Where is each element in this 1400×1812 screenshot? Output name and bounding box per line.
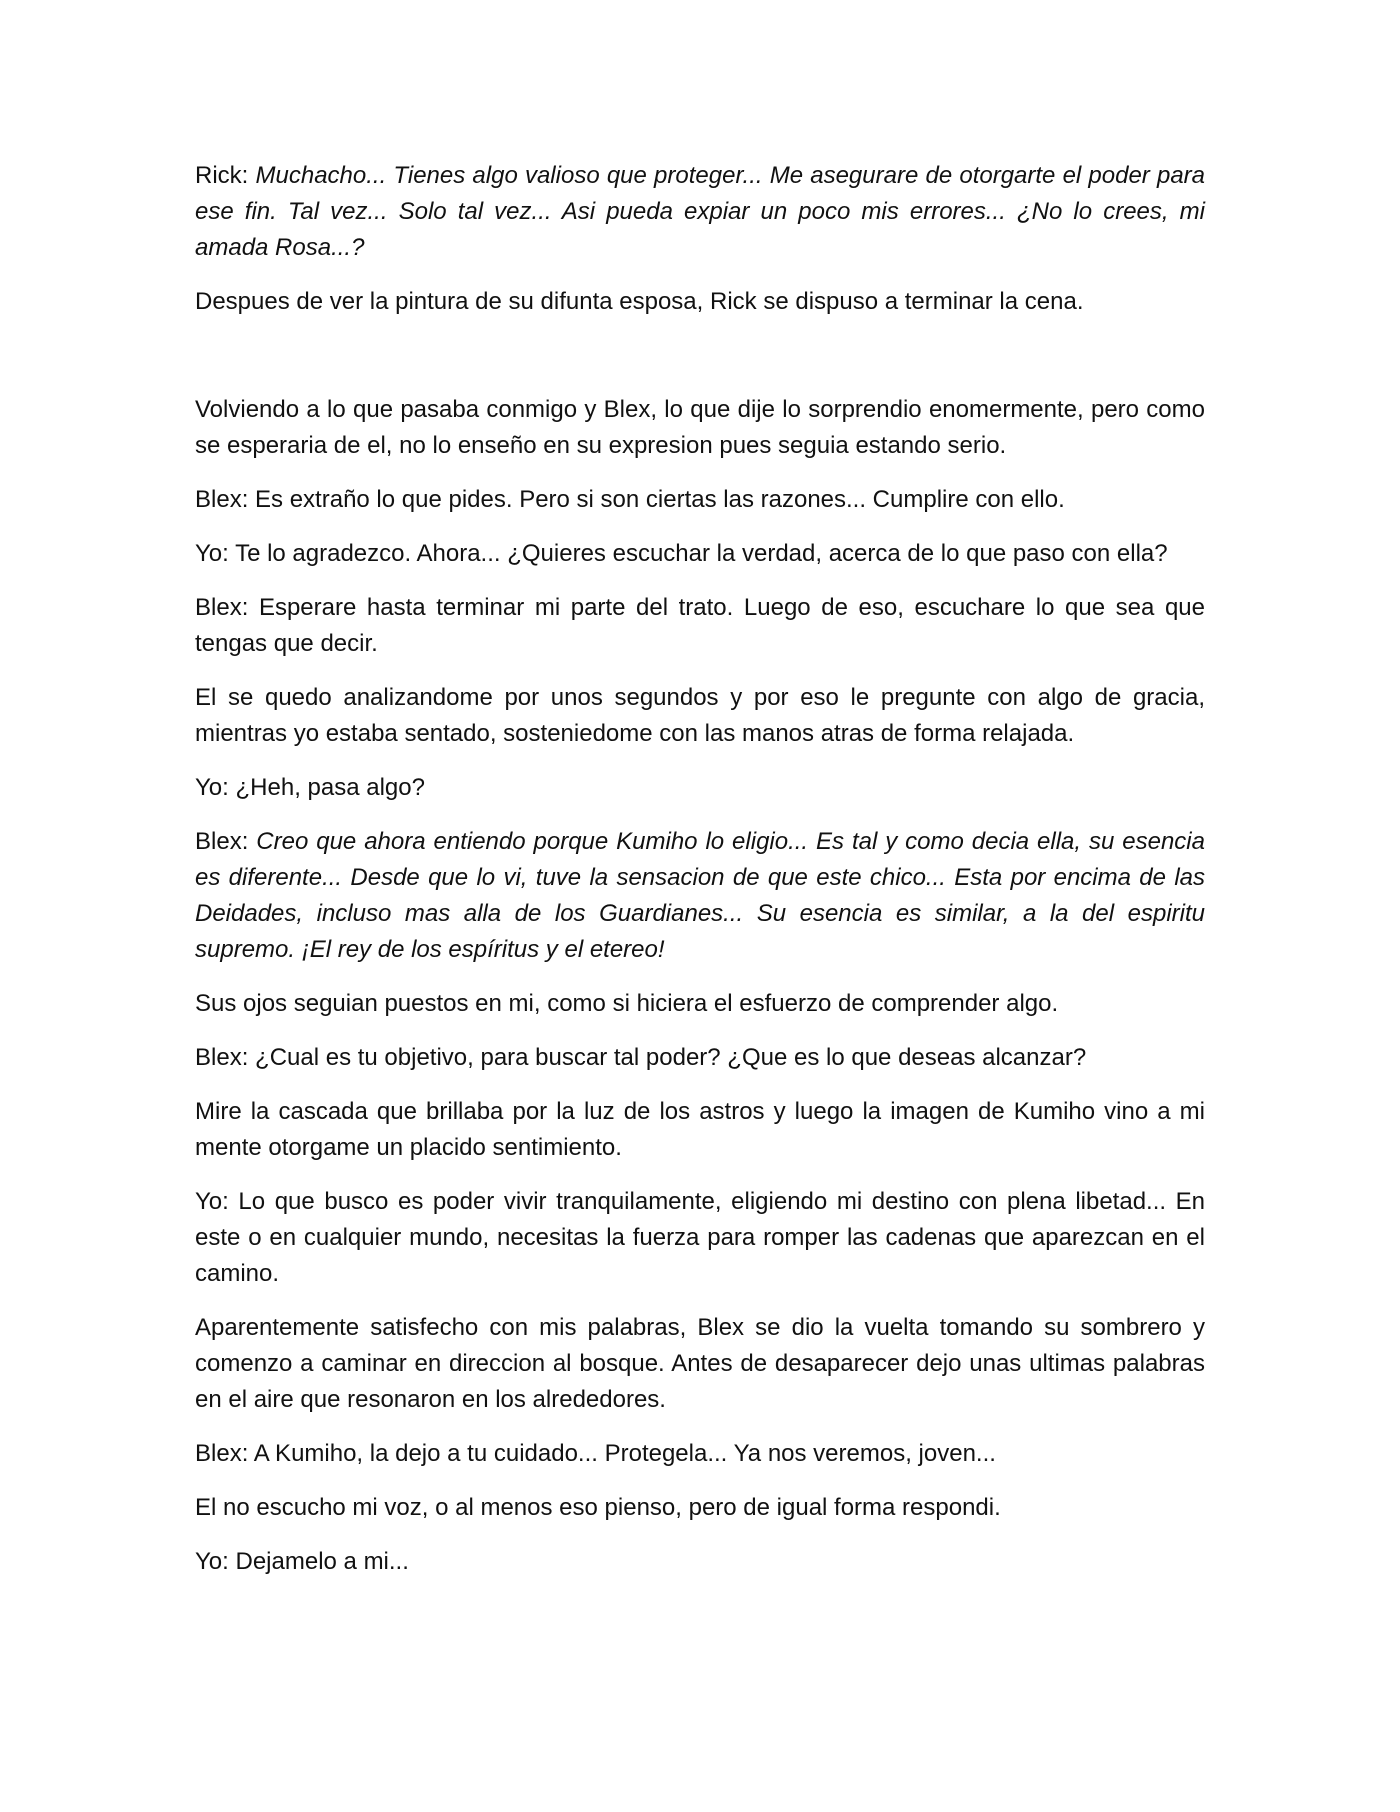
speaker-label: Blex: xyxy=(195,1044,256,1071)
paragraph-16 xyxy=(195,1436,1205,1472)
paragraph-text: Mire la cascada que brillaba por la luz de los astros y luego la imagen de Kumiho vino a mi mente otorgame un placido sentimiento. xyxy=(195,1098,1205,1161)
blank-line xyxy=(195,338,1205,374)
paragraph-text: Dejamelo a mi... xyxy=(235,1548,409,1575)
paragraph-text: Es extraño lo que pides. Pero si son ciertas las razones... Cumplire con ello. xyxy=(255,486,1065,513)
speaker-label: Rick: xyxy=(195,162,256,189)
speaker-label: Yo: xyxy=(195,540,236,567)
paragraph-text: Aparentemente satisfecho con mis palabras, Blex se dio la vuelta tomando su sombrero y comenzo a caminar en direccion al bosque. Antes de desaparecer dejo unas ultimas palabras en el aire que resonaron en los alrededores. xyxy=(195,1314,1205,1413)
paragraph-11 xyxy=(195,986,1205,1022)
speaker-label: Yo: xyxy=(195,774,236,801)
paragraph-text: Te lo agradezco. Ahora... ¿Quieres escuchar la verdad, acerca de lo que paso con ella? xyxy=(235,540,1168,567)
paragraph-1 xyxy=(195,158,1205,266)
paragraph-text: El se quedo analizandome por unos segundos y por eso le pregunte con algo de gracia, mientras yo estaba sentado, sosteniedome con las manos atras de forma relajada. xyxy=(195,684,1205,747)
paragraph-17 xyxy=(195,1490,1205,1526)
paragraph-9 xyxy=(195,770,1205,806)
paragraph-8 xyxy=(195,680,1205,752)
speaker-label: Blex: xyxy=(195,594,259,621)
paragraph-text: Creo que ahora entiendo porque Kumiho lo eligio... Es tal y como decia ella, su esencia es diferente... Desde que lo vi, tuve la sensacion de que este chico... Esta por encima de las Deidades, incluso mas alla de los Guardianes... Su esencia es similar, a la del espiritu supremo. ¡El rey de los espíritus y el etereo! xyxy=(195,828,1205,963)
paragraph-12 xyxy=(195,1040,1205,1076)
paragraph-text: Volviendo a lo que pasaba conmigo y Blex, lo que dije lo sorprendio enomermente, pero como se esperaria de el, no lo enseño en su expresion pues seguia estando serio. xyxy=(195,396,1205,459)
speaker-label: Blex: xyxy=(195,486,256,513)
paragraph-text: Sus ojos seguian puestos en mi, como si hiciera el esfuerzo de comprender algo. xyxy=(195,990,1059,1017)
paragraph-15 xyxy=(195,1310,1205,1418)
document-page xyxy=(195,158,1205,1598)
paragraph-text: ¿Heh, pasa algo? xyxy=(235,774,425,801)
speaker-label: Blex: xyxy=(195,828,257,855)
paragraph-18 xyxy=(195,1544,1205,1580)
paragraph-text: Esperare hasta terminar mi parte del trato. Luego de eso, escuchare lo que sea que tengas que decir. xyxy=(195,594,1206,657)
paragraph-text: ¿Cual es tu objetivo, para buscar tal poder? ¿Que es lo que deseas alcanzar? xyxy=(255,1044,1087,1071)
paragraph-5 xyxy=(195,482,1205,518)
paragraph-4 xyxy=(195,392,1205,464)
paragraph-text: A Kumiho, la dejo a tu cuidado... Protegela... Ya nos veremos, joven... xyxy=(253,1440,996,1467)
paragraph-text: Muchacho... Tienes algo valioso que proteger... Me asegurare de otorgarte el poder para ese fin. Tal vez... Solo tal vez... Asi pueda expiar un poco mis errores... ¿No lo crees, mi amada Rosa...? xyxy=(195,162,1206,261)
paragraph-text: El no escucho mi voz, o al menos eso pienso, pero de igual forma respondi. xyxy=(195,1494,1001,1521)
paragraph-text: Despues de ver la pintura de su difunta esposa, Rick se dispuso a terminar la cena. xyxy=(195,288,1084,315)
speaker-label: Yo: xyxy=(195,1188,239,1215)
paragraph-text: Lo que busco es poder vivir tranquilamente, eligiendo mi destino con plena libetad... En este o en cualquier mundo, necesitas la fuerza para romper las cadenas que aparezcan en el camino. xyxy=(195,1188,1205,1287)
paragraph-2 xyxy=(195,284,1205,320)
speaker-label: Blex: xyxy=(195,1440,254,1467)
paragraph-7 xyxy=(195,590,1205,662)
paragraph-13 xyxy=(195,1094,1205,1166)
paragraph-6 xyxy=(195,536,1205,572)
paragraph-10 xyxy=(195,824,1205,968)
speaker-label: Yo: xyxy=(195,1548,236,1575)
paragraph-14 xyxy=(195,1184,1205,1292)
